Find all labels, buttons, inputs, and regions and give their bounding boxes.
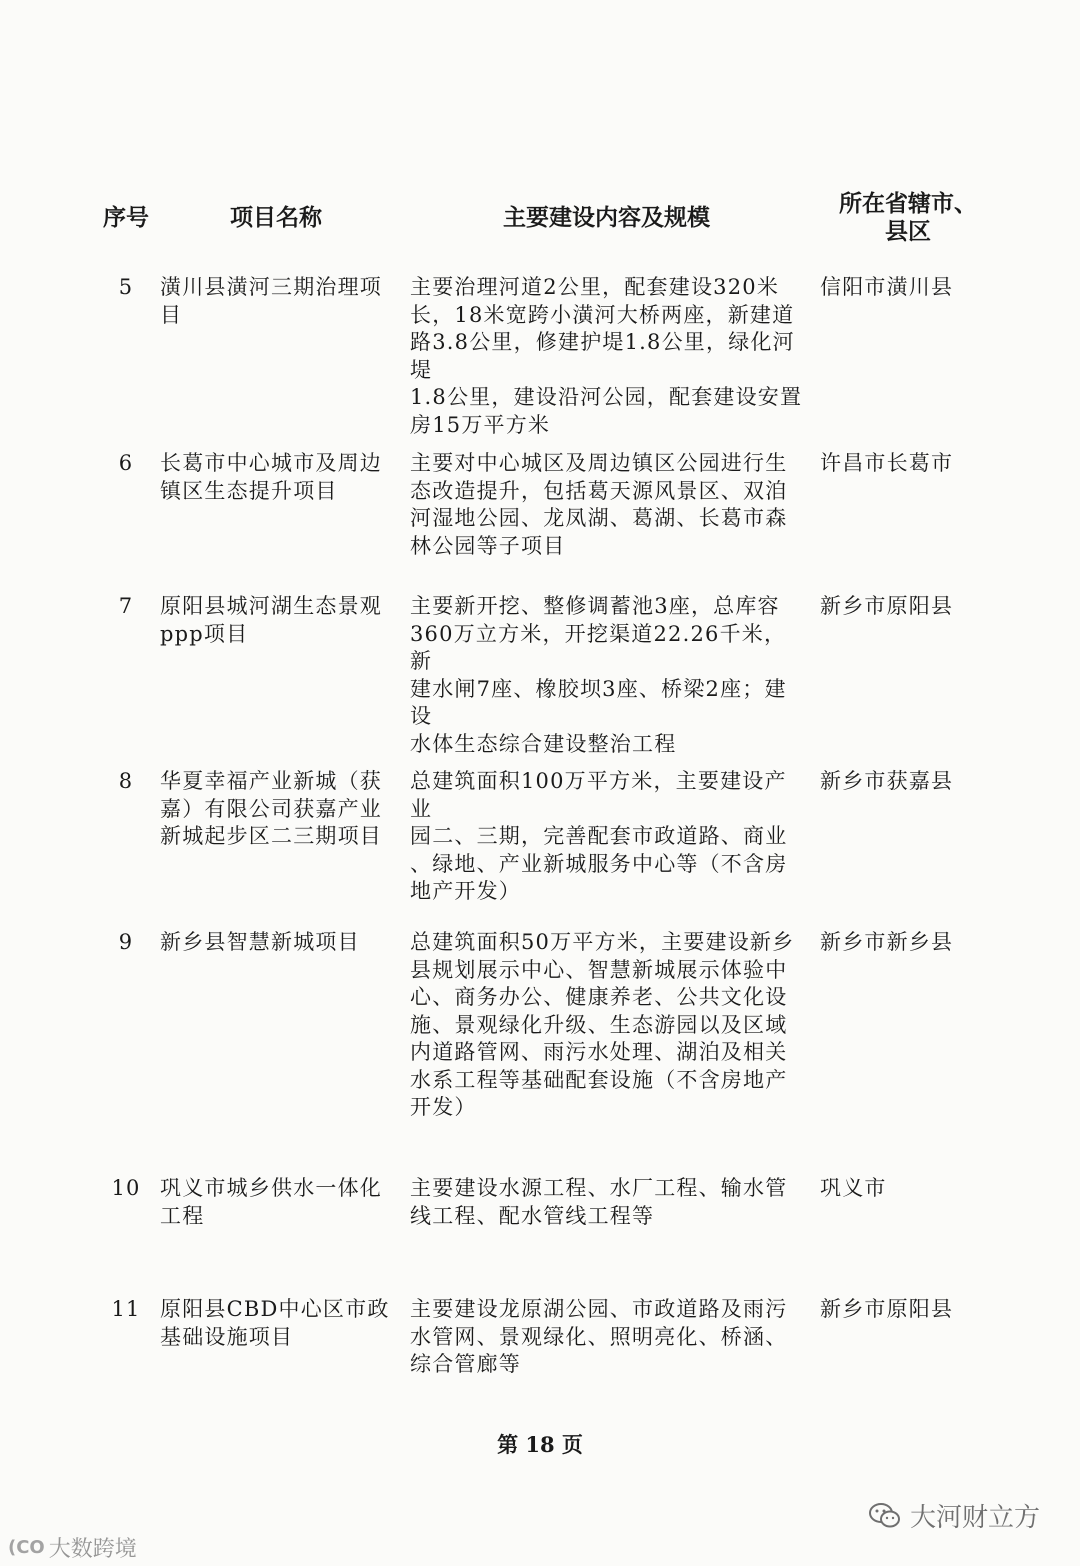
row-content: 主要建设龙原湖公园、市政道路及雨污 水管网、景观绿化、照明亮化、桥涵、 综合管廊等 — [410, 1297, 788, 1376]
row-project-name: 原阳县城河湖生态景观 ppp项目 — [160, 594, 382, 646]
row-project-name: 长葛市中心城市及周边 镇区生态提升项目 — [160, 451, 382, 503]
header-project-name: 项目名称 — [230, 204, 322, 231]
row-project-name: 潢川县潢河三期治理项 目 — [160, 275, 382, 327]
wechat-icon — [868, 1501, 902, 1531]
row-location: 巩义市 — [820, 1176, 887, 1200]
row-content: 主要新开挖、整修调蓄池3座，总库容 360万立方米，开挖渠道22.26千米，新 建水闸7座、橡胶坝3座、桥梁2座；建设 水体生态综合建设整治工程 — [410, 594, 787, 756]
row-project-name: 华夏幸福产业新城（获 嘉）有限公司获嘉产业 新城起步区二三期项目 — [160, 769, 382, 848]
header-construction-content: 主要建设内容及规模 — [503, 204, 710, 231]
row-project-name: 巩义市城乡供水一体化 工程 — [160, 1176, 382, 1228]
page-number: 第 18 页 — [497, 1432, 583, 1457]
row-location: 新乡市原阳县 — [820, 594, 954, 618]
watermark-right-text: 大河财立方 — [910, 1503, 1041, 1533]
row-number: 9 — [118, 930, 134, 954]
watermark-left — [8, 1532, 137, 1563]
row-location: 新乡市原阳县 — [820, 1297, 954, 1321]
row-number: 11 — [111, 1297, 141, 1321]
row-number: 5 — [118, 275, 134, 299]
row-location: 新乡市获嘉县 — [820, 769, 954, 793]
row-number: 10 — [111, 1176, 141, 1200]
watermark-right — [868, 1497, 1040, 1534]
row-content: 主要治理河道2公里，配套建设320米 长，18米宽跨小潢河大桥两座，新建道 路3.8公里，修建护堤1.8公里，绿化河堤 1.8公里，建设沿河公园，配套建设安置 房15万平方米 — [410, 275, 803, 437]
row-location: 许昌市长葛市 — [820, 451, 954, 475]
row-location: 信阳市潢川县 — [820, 275, 954, 299]
row-content: 总建筑面积100万平方米，主要建设产业 园二、三期，完善配套市政道路、商业 、绿地、产业新城服务中心等（不含房 地产开发） — [410, 769, 788, 903]
row-content: 主要建设水源工程、水厂工程、输水管 线工程、配水管线工程等 — [410, 1176, 788, 1228]
row-number: 7 — [118, 594, 134, 618]
row-number: 6 — [118, 451, 134, 475]
watermark-left-logo: (CO — [8, 1537, 45, 1558]
header-serial-number: 序号 — [103, 204, 149, 231]
row-location: 新乡市新乡县 — [820, 930, 954, 954]
row-project-name: 原阳县CBD中心区市政 基础设施项目 — [160, 1297, 390, 1349]
row-content: 主要对中心城区及周边镇区公园进行生 态改造提升，包括葛天源风景区、双洎 河湿地公园、龙凤湖、葛湖、长葛市森 林公园等子项目 — [410, 451, 788, 558]
row-project-name: 新乡县智慧新城项目 — [160, 930, 360, 954]
header-location: 所在省辖市、 县区 — [839, 190, 977, 245]
row-number: 8 — [118, 769, 134, 793]
row-content: 总建筑面积50万平方米，主要建设新乡 县规划展示中心、智慧新城展示体验中 心、商务办公、健康养老、公共文化设 施、景观绿化升级、生态游园以及区域 内道路管网、雨污水处理、湖泊及相关 水系工程等基础配套设施（不含房地产 开发） — [410, 930, 795, 1119]
watermark-left-text: 大数跨境 — [48, 1537, 137, 1562]
